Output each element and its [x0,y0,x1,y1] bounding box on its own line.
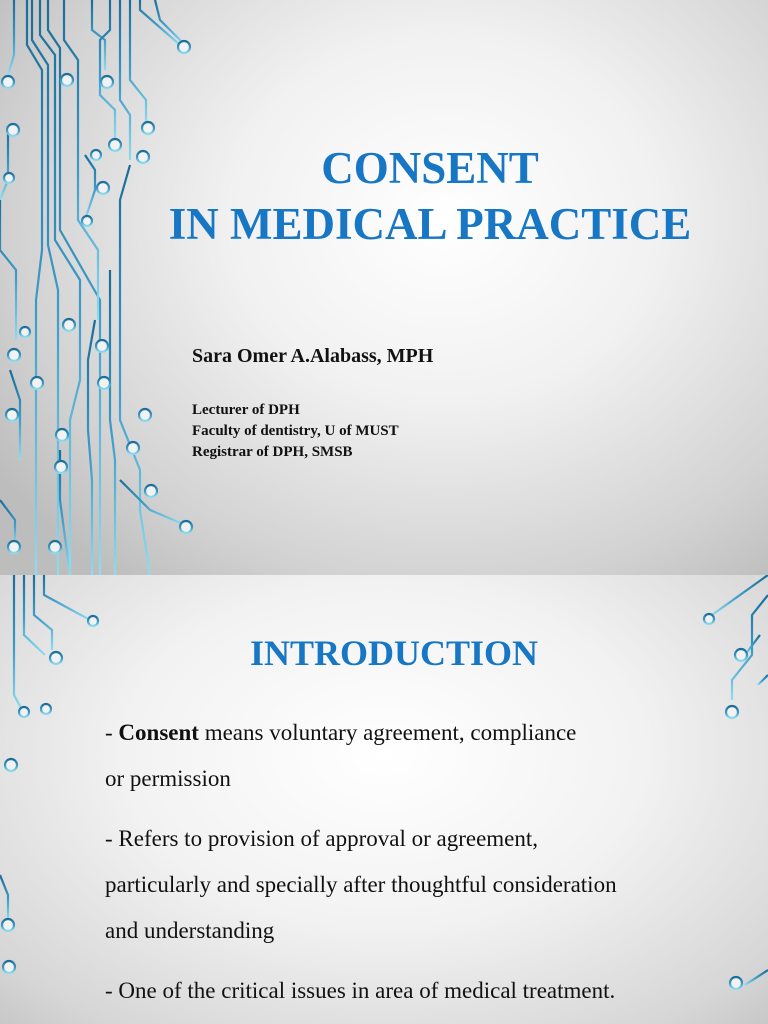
bullet-item [105,816,745,954]
circuit-decoration-left [0,0,200,575]
bullet-line: - One of the critical issues in area of medical treatment. [105,978,616,1003]
slide-body [105,710,745,1014]
bullet-line: particularly and specially after thoughtful consideration [105,872,617,897]
bullet-item [105,710,745,802]
bullet-line: - Refers to provision of approval or agreement, [105,826,539,851]
affiliations [192,400,399,463]
bullet-text: means voluntary agreement, compliance [198,720,577,745]
bullet-line [105,710,745,756]
author-name: Sara Omer A.Alabass, MPH [192,345,434,367]
affiliation-line: Registrar of DPH, SMSB [192,444,353,460]
slide-title: INTRODUCTION [249,633,539,673]
affiliation-line: Faculty of dentistry, U of MUST [192,423,399,439]
bold-term: Consent [118,720,199,745]
affiliation-line: Lecturer of DPH [192,402,300,418]
bullet-line: or permission [105,766,231,791]
bullet-prefix: - [105,720,119,745]
slide-title-line-2: IN MEDICAL PRACTICE [168,199,692,249]
bullet-line: and understanding [105,918,275,943]
bullet-item [105,968,745,1014]
introduction-slide [0,575,768,1024]
slide-title [100,140,760,252]
slide-title-line-1: CONSENT [321,143,539,193]
